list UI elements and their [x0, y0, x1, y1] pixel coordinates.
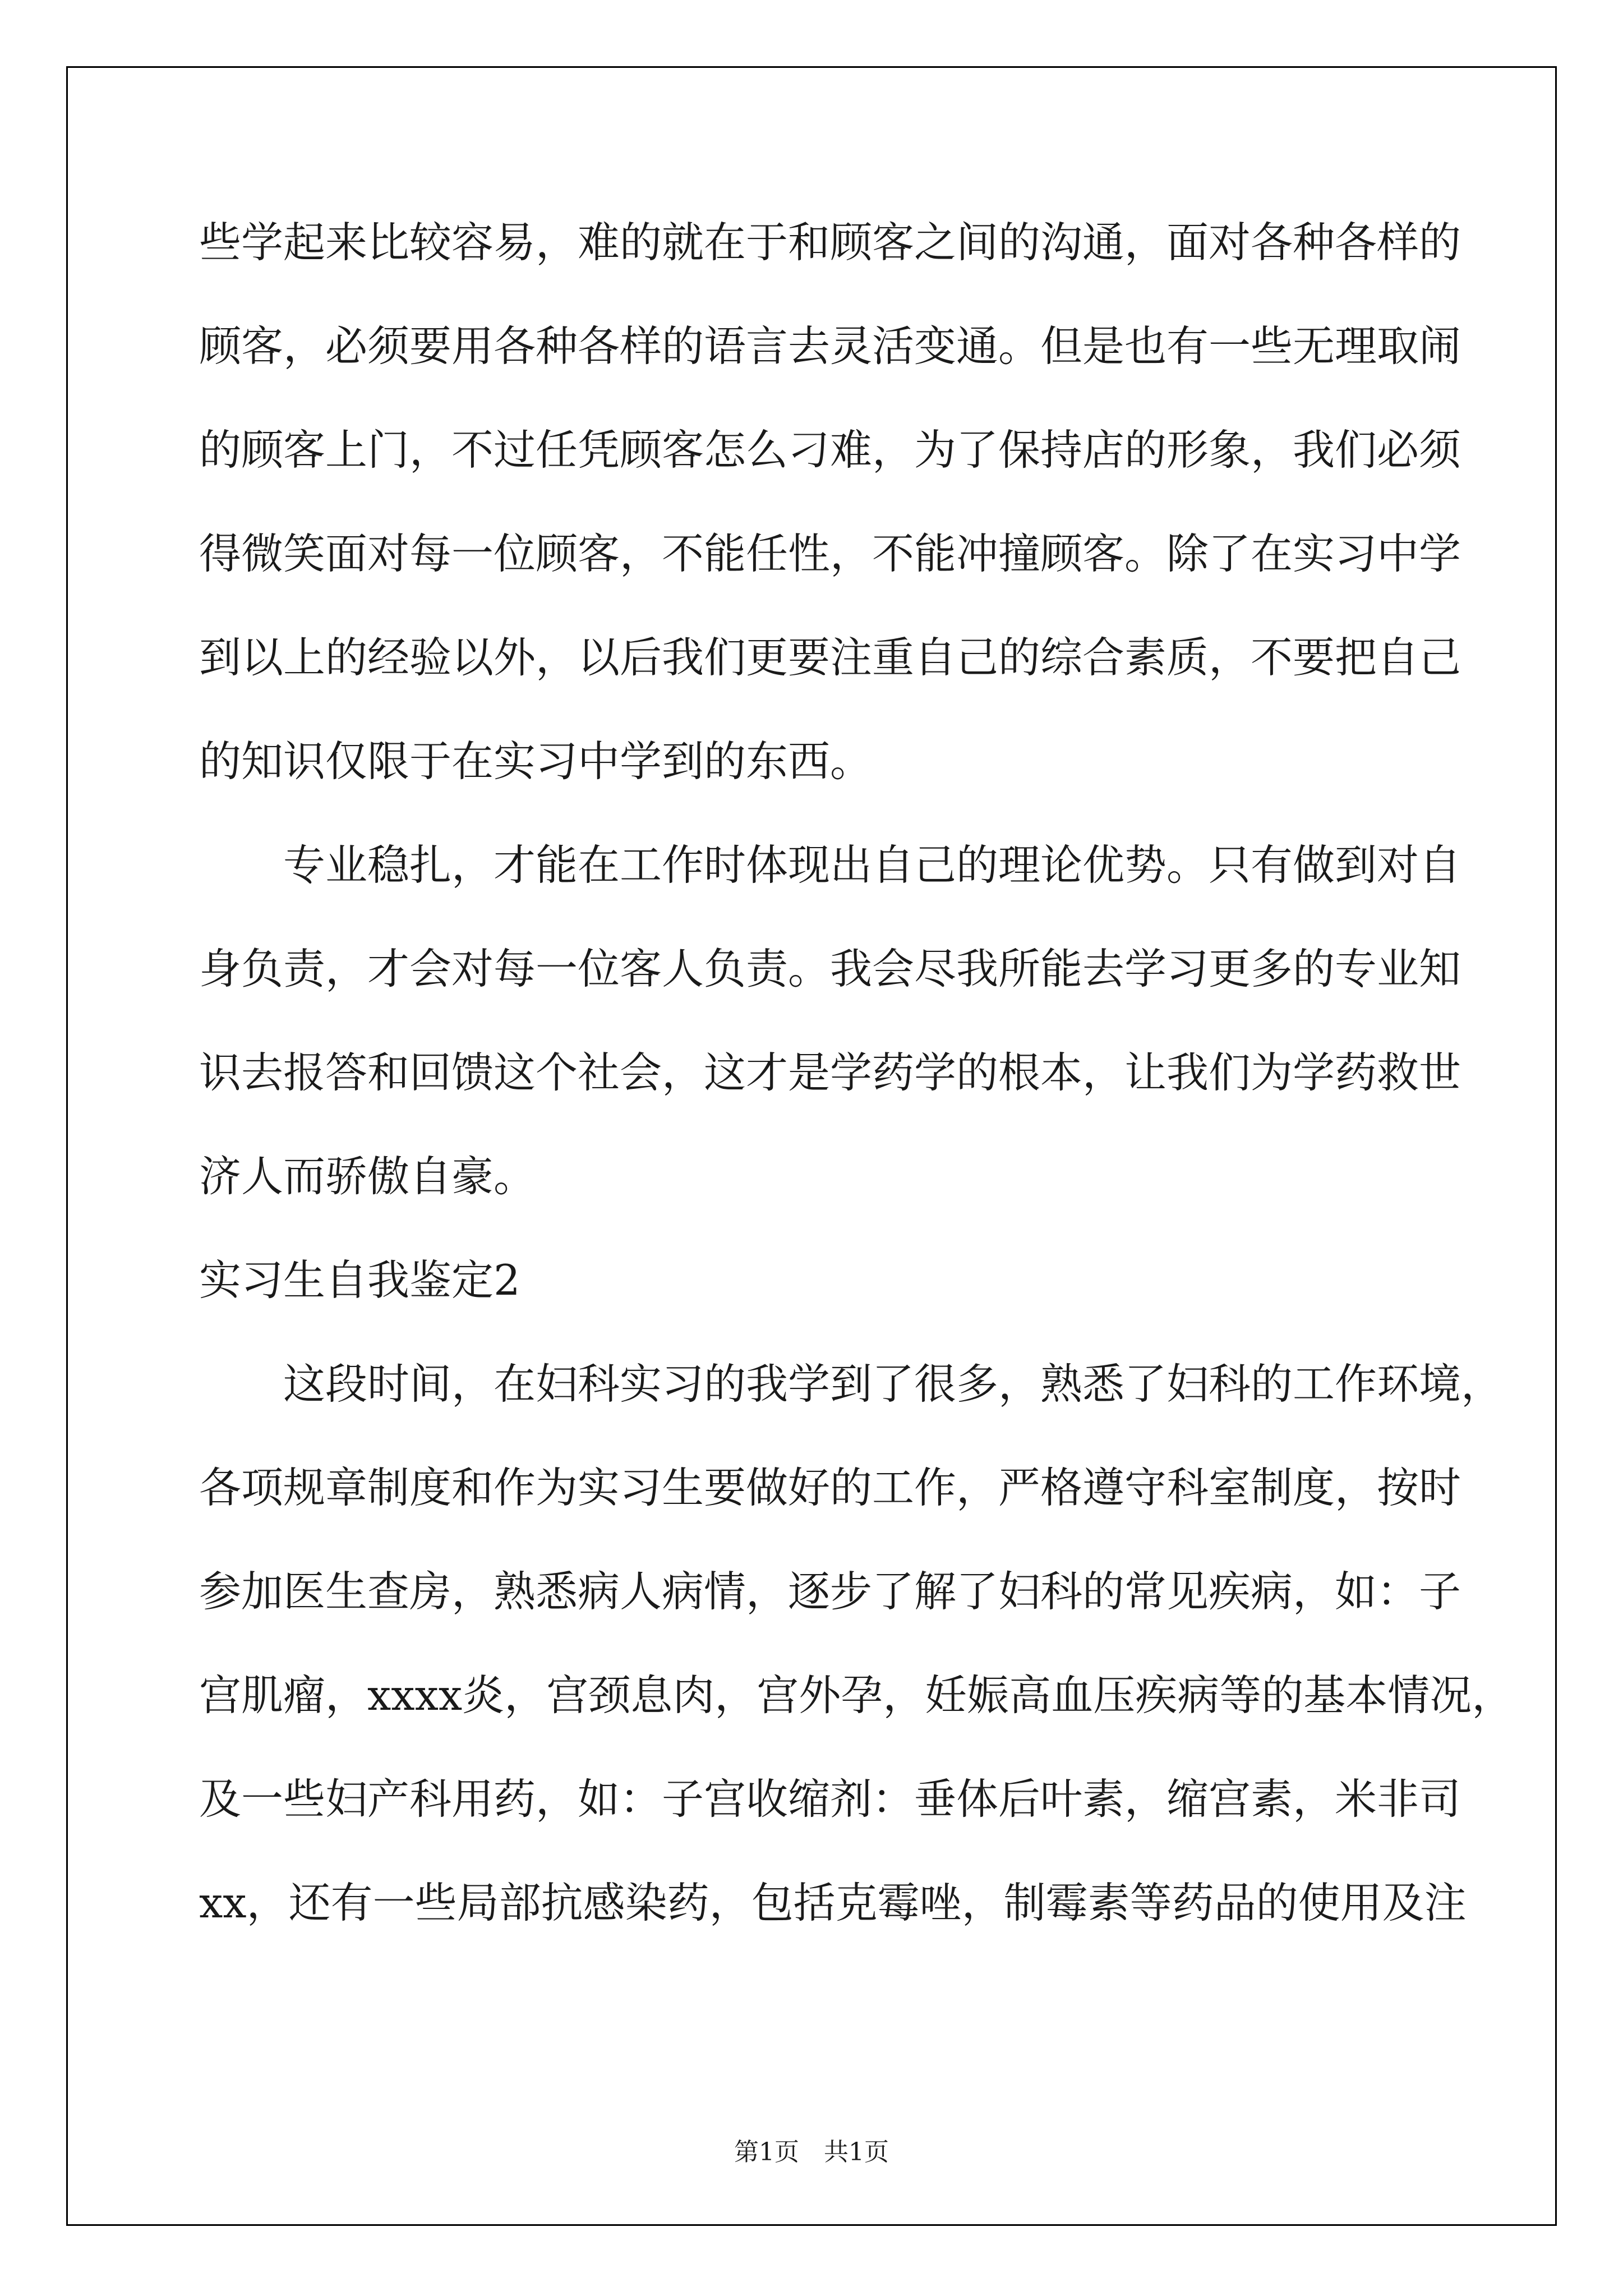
text-line: 的顾客上门，不过任凭顾客怎么刁难，为了保持店的形象，我们必须 — [199, 425, 1461, 475]
section-heading: 实习生自我鉴定2 — [199, 1255, 520, 1305]
text-line: 身负责，才会对每一位客人负责。我会尽我所能去学习更多的专业知 — [199, 944, 1461, 993]
text-line: 专业稳扎，才能在工作时体现出自己的理论优势。只有做到对自 — [283, 840, 1461, 890]
text-line: 顾客，必须要用各种各样的语言去灵活变通。但是也有一些无理取闹 — [199, 321, 1461, 371]
text-line: 宫肌瘤，xxxx炎，宫颈息肉，宫外孕，妊娠高血压疾病等的基本情况， — [199, 1671, 1514, 1720]
text-line: 各项规章制度和作为实习生要做好的工作，严格遵守科室制度，按时 — [199, 1463, 1461, 1512]
text-line: 济人而骄傲自豪。 — [199, 1152, 536, 1201]
text-line: 到以上的经验以外，以后我们更要注重自己的综合素质，不要把自己 — [199, 633, 1461, 682]
text-line: 些学起来比较容易，难的就在于和顾客之间的沟通，面对各种各样的 — [199, 218, 1461, 267]
text-line: 及一些妇产科用药，如：子宫收缩剂：垂体后叶素，缩宫素，米非司 — [199, 1774, 1461, 1824]
page-footer: 第1页 共1页 — [734, 2138, 889, 2166]
text-line: 识去报答和回馈这个社会，这才是学药学的根本，让我们为学药救世 — [199, 1048, 1461, 1097]
text-line: xx，还有一些局部抗感染药，包括克霉唑，制霉素等药品的使用及注 — [199, 1878, 1467, 1927]
text-line: 这段时间，在妇科实习的我学到了很多，熟悉了妇科的工作环境， — [283, 1359, 1504, 1409]
text-line: 参加医生查房，熟悉病人病情，逐步了解了妇科的常见疾病，如：子 — [199, 1567, 1461, 1616]
document-body — [199, 191, 1514, 1955]
text-line: 的知识仅限于在实习中学到的东西。 — [199, 737, 873, 786]
text-line: 得微笑面对每一位顾客，不能任性，不能冲撞顾客。除了在实习中学 — [199, 529, 1461, 578]
